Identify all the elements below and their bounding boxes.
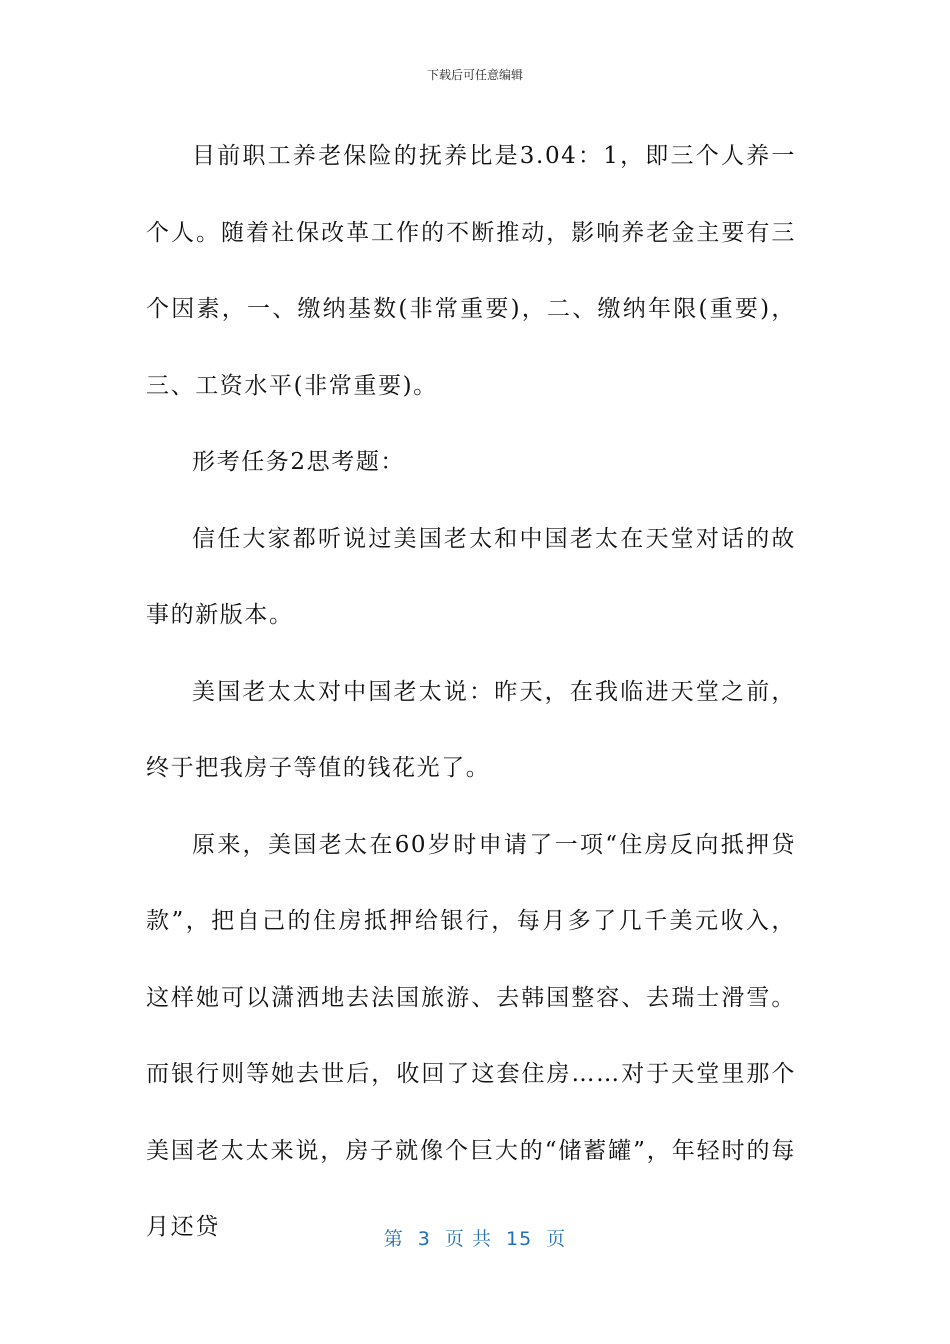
page-number-footer: 第 3 页 共 15 页	[383, 1228, 567, 1250]
document-body	[146, 118, 796, 1266]
paragraph-american-lady-quote: 美国老太太对中国老太说：昨天，在我临进天堂之前，终于把我房子等值的钱花光了。	[146, 678, 796, 781]
paragraph-story-intro: 信任大家都听说过美国老太和中国老太在天堂对话的故事的新版本。	[146, 525, 796, 628]
paragraph-reverse-mortgage: 原来，美国老太在60岁时申请了一项“住房反向抵押贷款”，把自己的住房抵押给银行，每月多了几千美元收入，这样她可以潇洒地去法国旅游、去韩国整容、去瑞士滑雪。而银行则等她去世后，收回了这套住房……对于天堂里那个美国老太太来说，房子就像个巨大的“储蓄罐”，年轻时的每月还贷	[146, 831, 796, 1240]
paragraph-pension-ratio: 目前职工养老保险的抚养比是3.04：1，即三个人养一个人。随着社保改革工作的不断推动，影响养老金主要有三个因素，一、缴纳基数(非常重要)，二、缴纳年限(重要)，三、工资水平(非常重要)。	[146, 143, 796, 399]
paragraph-task-heading: 形考任务2思考题：	[192, 449, 406, 475]
page-header-note: 下载后可任意编辑	[426, 68, 523, 82]
